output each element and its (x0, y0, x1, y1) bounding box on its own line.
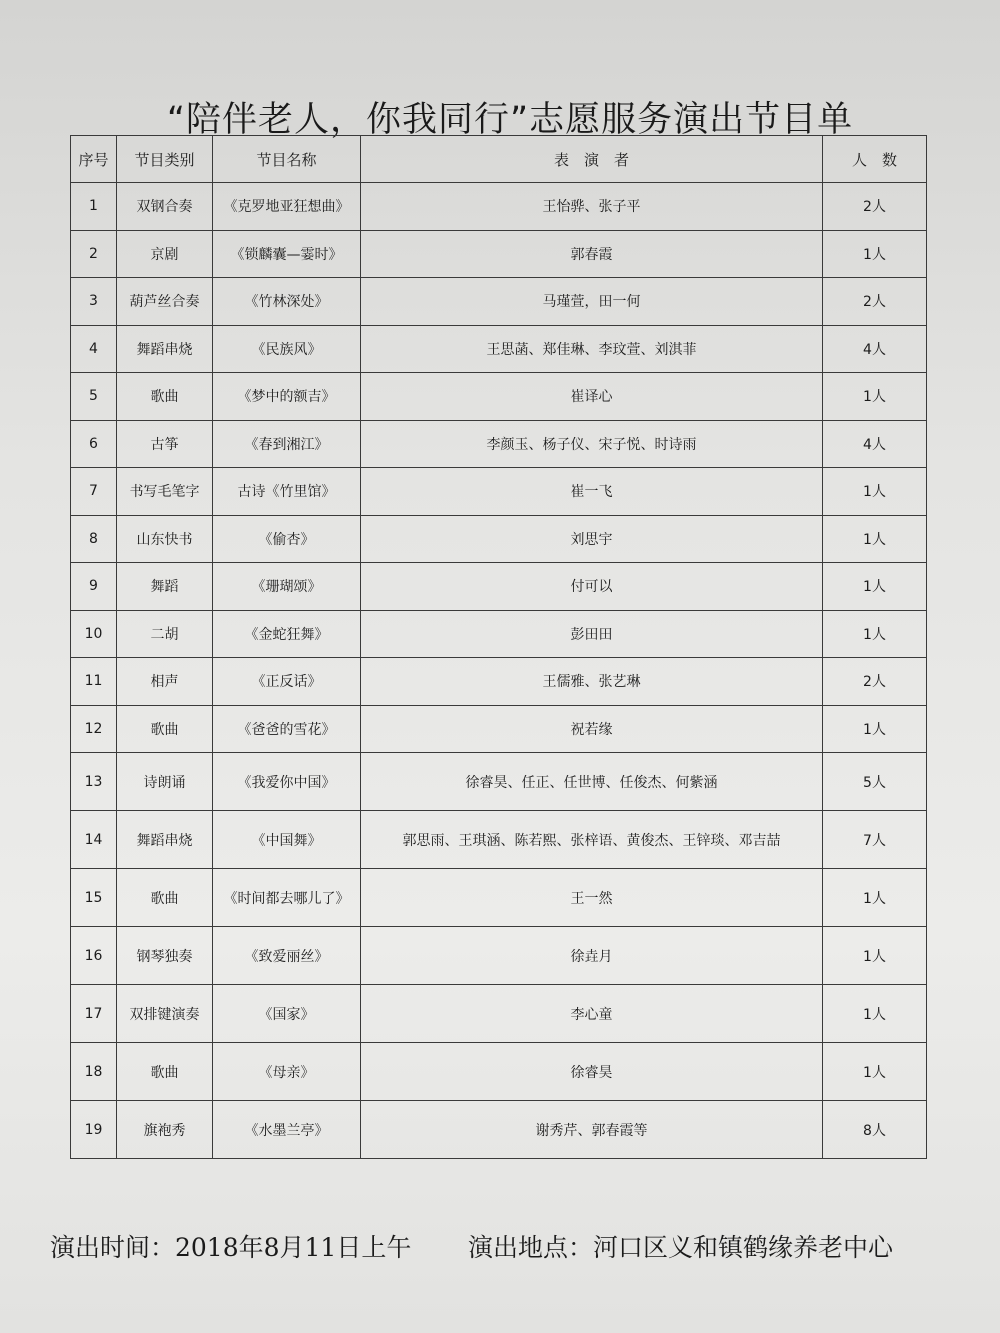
cell-category: 诗朗诵 (117, 753, 213, 811)
cell-index: 6 (71, 420, 117, 468)
cell-index: 12 (71, 705, 117, 753)
cell-performers: 徐睿昊、任正、任世博、任俊杰、何紫涵 (361, 753, 823, 811)
cell-count: 4人 (823, 325, 927, 373)
cell-count: 1人 (823, 373, 927, 421)
cell-count: 1人 (823, 927, 927, 985)
cell-category: 舞蹈 (117, 563, 213, 611)
cell-count: 5人 (823, 753, 927, 811)
cell-performers: 王怡骅、张子平 (361, 183, 823, 231)
cell-name: 《偷杏》 (213, 515, 361, 563)
table-row (71, 183, 927, 231)
cell-category: 舞蹈串烧 (117, 325, 213, 373)
cell-performers: 崔译心 (361, 373, 823, 421)
cell-category: 山东快书 (117, 515, 213, 563)
cell-performers: 谢秀芹、郭春霞等 (361, 1101, 823, 1159)
header-performers: 表 演 者 (361, 136, 823, 183)
cell-category: 歌曲 (117, 1043, 213, 1101)
table-row (71, 705, 927, 753)
cell-performers: 刘思宇 (361, 515, 823, 563)
cell-name: 《时间都去哪儿了》 (213, 869, 361, 927)
cell-count: 1人 (823, 563, 927, 611)
cell-category: 京剧 (117, 230, 213, 278)
cell-index: 17 (71, 985, 117, 1043)
cell-index: 11 (71, 658, 117, 706)
cell-performers: 郭春霞 (361, 230, 823, 278)
cell-index: 7 (71, 468, 117, 516)
cell-index: 5 (71, 373, 117, 421)
table-row (71, 278, 927, 326)
table-row (71, 420, 927, 468)
cell-count: 1人 (823, 610, 927, 658)
cell-name: 《竹林深处》 (213, 278, 361, 326)
cell-name: 《珊瑚颂》 (213, 563, 361, 611)
header-count: 人 数 (823, 136, 927, 183)
cell-count: 8人 (823, 1101, 927, 1159)
cell-performers: 祝若缘 (361, 705, 823, 753)
performance-place: 演出地点：河口区义和镇鹤缘养老中心 (468, 1233, 894, 1262)
cell-count: 2人 (823, 658, 927, 706)
table-row (71, 1043, 927, 1101)
cell-category: 歌曲 (117, 705, 213, 753)
cell-index: 1 (71, 183, 117, 231)
header-name: 节目名称 (213, 136, 361, 183)
table-row (71, 985, 927, 1043)
table-row (71, 563, 927, 611)
cell-category: 舞蹈串烧 (117, 811, 213, 869)
table-row (71, 230, 927, 278)
cell-performers: 彭田田 (361, 610, 823, 658)
cell-index: 8 (71, 515, 117, 563)
cell-index: 16 (71, 927, 117, 985)
cell-name: 《国家》 (213, 985, 361, 1043)
cell-category: 旗袍秀 (117, 1101, 213, 1159)
cell-name: 《致爱丽丝》 (213, 927, 361, 985)
table-row (71, 869, 927, 927)
cell-category: 歌曲 (117, 869, 213, 927)
cell-name: 《中国舞》 (213, 811, 361, 869)
cell-performers: 王思菡、郑佳琳、李玟萱、刘淇菲 (361, 325, 823, 373)
program-table (70, 135, 927, 1159)
cell-performers: 王一然 (361, 869, 823, 927)
table-row (71, 753, 927, 811)
cell-name: 《金蛇狂舞》 (213, 610, 361, 658)
table-row (71, 1101, 927, 1159)
cell-category: 相声 (117, 658, 213, 706)
cell-index: 19 (71, 1101, 117, 1159)
cell-name: 《梦中的额吉》 (213, 373, 361, 421)
cell-count: 1人 (823, 705, 927, 753)
cell-count: 4人 (823, 420, 927, 468)
cell-name: 《锁麟囊—霎时》 (213, 230, 361, 278)
program-table-wrapper (70, 135, 926, 1159)
cell-index: 9 (71, 563, 117, 611)
page-title: “陪伴老人，你我同行”志愿服务演出节目单 (166, 100, 854, 140)
cell-name: 《春到湘江》 (213, 420, 361, 468)
cell-index: 3 (71, 278, 117, 326)
cell-category: 二胡 (117, 610, 213, 658)
cell-performers: 崔一飞 (361, 468, 823, 516)
cell-category: 古筝 (117, 420, 213, 468)
cell-performers: 马瑾萱，田一何 (361, 278, 823, 326)
cell-category: 葫芦丝合奏 (117, 278, 213, 326)
table-row (71, 325, 927, 373)
cell-index: 14 (71, 811, 117, 869)
cell-name: 古诗《竹里馆》 (213, 468, 361, 516)
table-row (71, 927, 927, 985)
cell-name: 《我爱你中国》 (213, 753, 361, 811)
cell-count: 1人 (823, 1043, 927, 1101)
cell-name: 《民族风》 (213, 325, 361, 373)
table-row (71, 811, 927, 869)
cell-performers: 徐垚月 (361, 927, 823, 985)
cell-performers: 徐睿昊 (361, 1043, 823, 1101)
cell-name: 《爸爸的雪花》 (213, 705, 361, 753)
header-category: 节目类别 (117, 136, 213, 183)
cell-count: 1人 (823, 869, 927, 927)
table-row (71, 658, 927, 706)
cell-category: 钢琴独奏 (117, 927, 213, 985)
cell-category: 书写毛笔字 (117, 468, 213, 516)
cell-count: 2人 (823, 183, 927, 231)
cell-count: 1人 (823, 468, 927, 516)
table-header-row (71, 136, 927, 183)
cell-index: 15 (71, 869, 117, 927)
cell-performers: 郭思雨、王琪涵、陈若熙、张梓语、黄俊杰、王锌琰、邓吉喆 (361, 811, 823, 869)
cell-index: 13 (71, 753, 117, 811)
cell-index: 18 (71, 1043, 117, 1101)
cell-performers: 李颜玉、杨子仪、宋子悦、时诗雨 (361, 420, 823, 468)
table-row (71, 468, 927, 516)
cell-performers: 李心童 (361, 985, 823, 1043)
cell-index: 4 (71, 325, 117, 373)
table-row (71, 515, 927, 563)
cell-count: 7人 (823, 811, 927, 869)
cell-index: 2 (71, 230, 117, 278)
cell-index: 10 (71, 610, 117, 658)
cell-count: 2人 (823, 278, 927, 326)
cell-name: 《正反话》 (213, 658, 361, 706)
cell-name: 《水墨兰亭》 (213, 1101, 361, 1159)
cell-count: 1人 (823, 515, 927, 563)
cell-count: 1人 (823, 230, 927, 278)
header-index: 序号 (71, 136, 117, 183)
performance-time: 演出时间：2018年8月11日上午 (50, 1233, 412, 1262)
cell-performers: 王儒雅、张艺琳 (361, 658, 823, 706)
table-row (71, 373, 927, 421)
cell-performers: 付可以 (361, 563, 823, 611)
cell-category: 双钢合奏 (117, 183, 213, 231)
table-row (71, 610, 927, 658)
cell-category: 双排键演奏 (117, 985, 213, 1043)
cell-category: 歌曲 (117, 373, 213, 421)
cell-name: 《母亲》 (213, 1043, 361, 1101)
cell-count: 1人 (823, 985, 927, 1043)
cell-name: 《克罗地亚狂想曲》 (213, 183, 361, 231)
